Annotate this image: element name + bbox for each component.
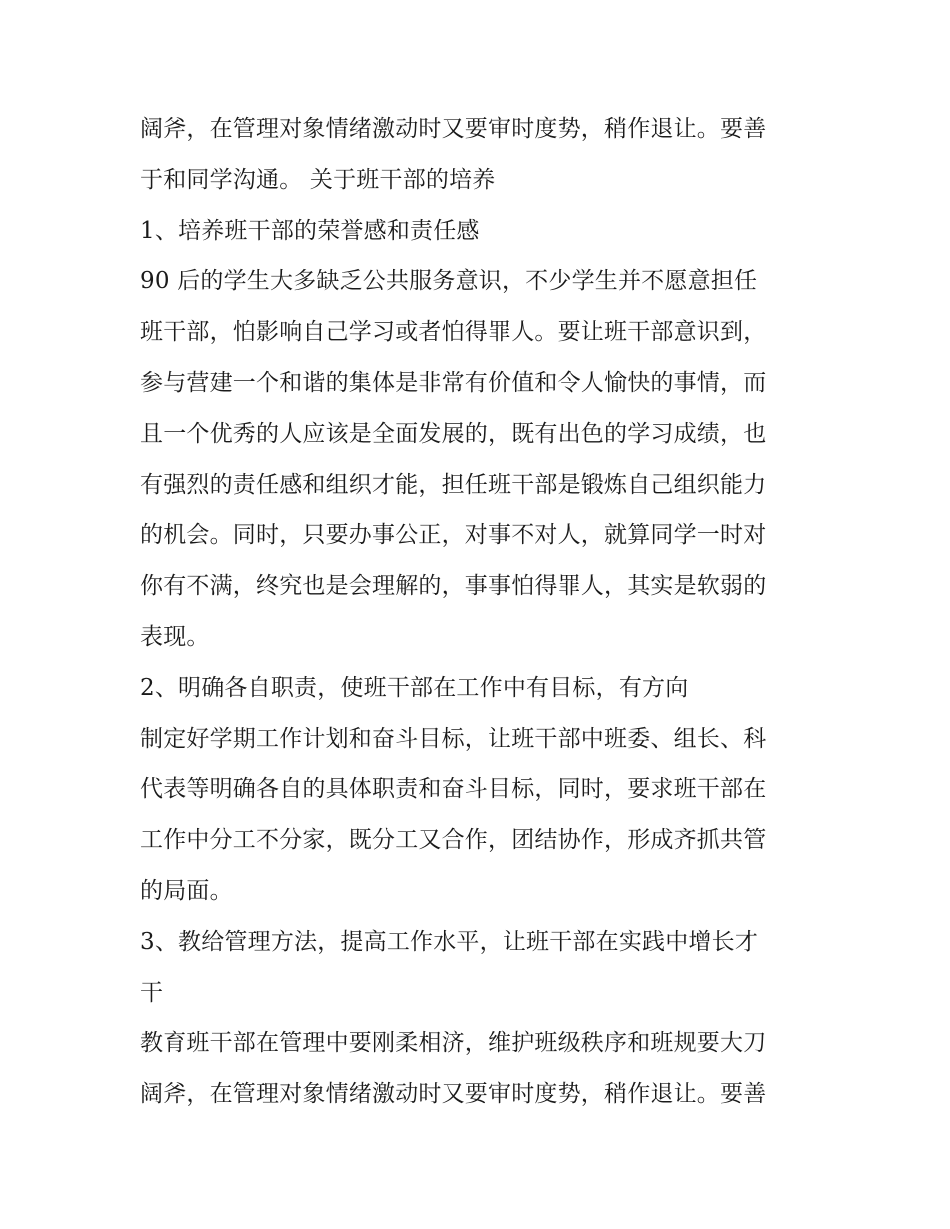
text-line: 代表等明确各自的具体职责和奋斗目标，同时，要求班干部在 xyxy=(140,776,767,803)
text-line: 阔斧，在管理对象情绪激动时又要审时度势，稍作退让。要善 xyxy=(140,116,767,142)
text-line: 你有不满，终究也是会理解的，事事怕得罪人，其实是软弱的 xyxy=(140,573,767,600)
text-line: 于和同学沟通。 关于班干部的培养 xyxy=(140,166,496,193)
section-heading-2: 2、明确各自职责，使班干部在工作中有目标，有方向 xyxy=(140,674,689,701)
text-line: 且一个优秀的人应该是全面发展的，既有出色的学习成绩，也 xyxy=(140,420,767,447)
text-line: 阔斧，在管理对象情绪激动时又要审时度势，稍作退让。要善 xyxy=(140,1081,767,1108)
document-body xyxy=(140,104,820,1120)
section-heading-3: 3、教给管理方法，提高工作水平，让班干部在实践中增长才 xyxy=(140,928,759,955)
section-heading-1: 1、培养班干部的荣誉感和责任感 xyxy=(140,217,480,244)
text-line: 90 后的学生大多缺乏公共服务意识，不少学生并不愿意担任 xyxy=(140,268,758,295)
text-line: 的局面。 xyxy=(140,877,233,904)
section-heading-3-continued: 干 xyxy=(140,979,164,1006)
text-line: 工作中分工不分家，既分工又合作，团结协作，形成齐抓共管 xyxy=(140,827,767,854)
text-line: 教育班干部在管理中要刚柔相济，维护班级秩序和班规要大刀 xyxy=(140,1030,767,1057)
text-line: 班干部，怕影响自己学习或者怕得罪人。要让班干部意识到， xyxy=(140,319,767,346)
text-line: 参与营建一个和谐的集体是非常有价值和令人愉快的事情，而 xyxy=(140,369,767,396)
text-line: 表现。 xyxy=(140,623,210,650)
text-line: 制定好学期工作计划和奋斗目标，让班干部中班委、组长、科 xyxy=(140,725,767,752)
text-line: 的机会。同时，只要办事公正，对事不对人，就算同学一时对 xyxy=(140,522,767,549)
text-line: 有强烈的责任感和组织才能，担任班干部是锻炼自己组织能力 xyxy=(140,471,767,498)
